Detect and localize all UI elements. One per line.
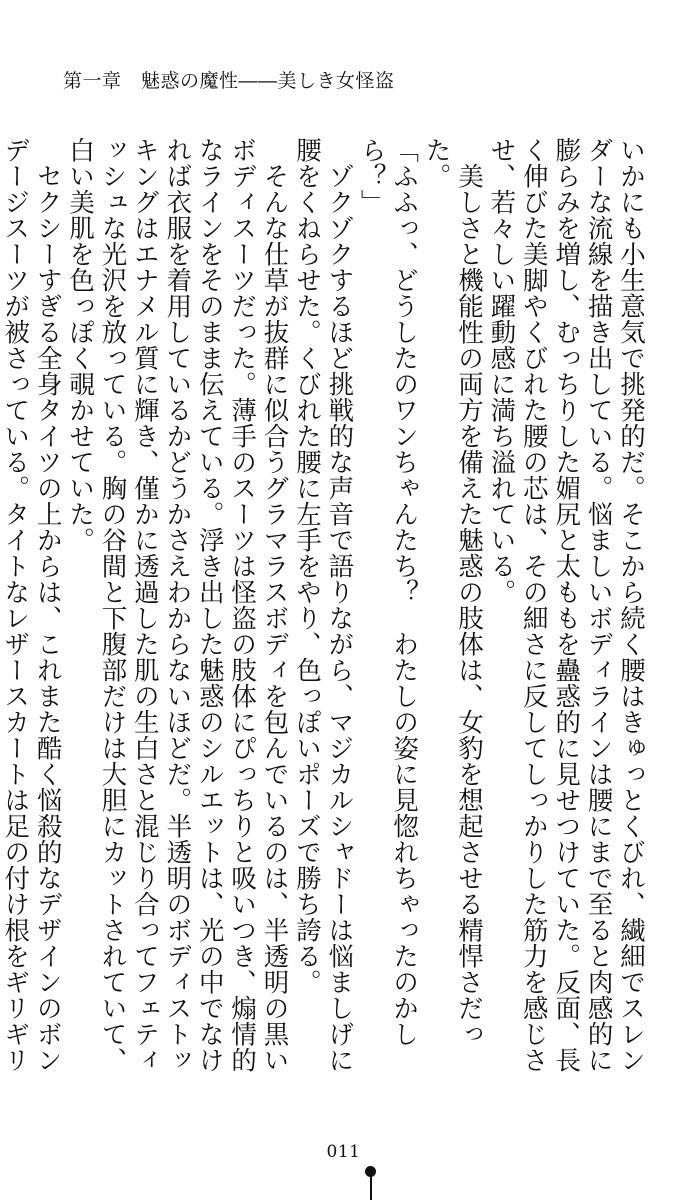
running-header: 第一章 魅惑の魔性――美しき女怪盗	[63, 70, 395, 92]
page-number: 011	[326, 1142, 361, 1162]
paragraph-1: いかにも小生意気で挑発的だ。そこから続く腰はきゅっとくびれ、繊細でスレンダーな流線を描き出している。悩ましいボディラインは腰にまで至ると肉感的に膨らみを増し、むっちりした媚尻と太ももを蠱惑的に見せつけていた。反面、長く伸びた美脚やくびれた腰の芯は、その細さに反してしっかりした筋力を感じさせ、若々しい躍動感に満ち溢れている。	[486, 137, 646, 1073]
vertical-body-text	[0, 137, 647, 1087]
paragraph-3: ゾクゾクするほど挑戦的な声音で語りながら、マジカルシャドーは悩ましげに腰をくねらせた。くびれた腰に左手をやり、色っぽいポーズで勝ち誇る。	[291, 137, 355, 1073]
folio-line-ornament	[370, 1176, 372, 1200]
paragraph-4: そんな仕草が抜群に似合うグラマラスボディを包んでいるのは、半透明の黒いボディスーツだった。薄手のスーツは怪盗の肢体にぴっちりと吸いつき、煽情的なラインをそのまま伝えている。浮き出した魅惑のシルエットは、光の中でなければ衣服を着用しているかどうかさえわからないほどだ。半透明のボディストッキングはエナメル質に輝き、僅かに透過した肌の生白さと混じり合ってフェティッシュな光沢を放っている。胸の谷間と下腹部だけは大胆にカットされていて、白い美肌を色っぽく覗かせていた。	[65, 137, 290, 1073]
dialogue-line: 「ふふっ、どうしたのワンちゃんたち？ わたしの姿に見惚れちゃったのかしら？」	[356, 137, 420, 1047]
paragraph-2: 美しさと機能性の両方を備えた魅惑の肢体は、女豹を想起させる精悍さだった。	[421, 137, 484, 1047]
paragraph-5: セクシーすぎる全身タイツの上からは、これまた酷く悩殺的なデザインのボンデージスーツが被さっている。タイトなレザースカートは足の付け根をギリギリ	[0, 137, 63, 1073]
